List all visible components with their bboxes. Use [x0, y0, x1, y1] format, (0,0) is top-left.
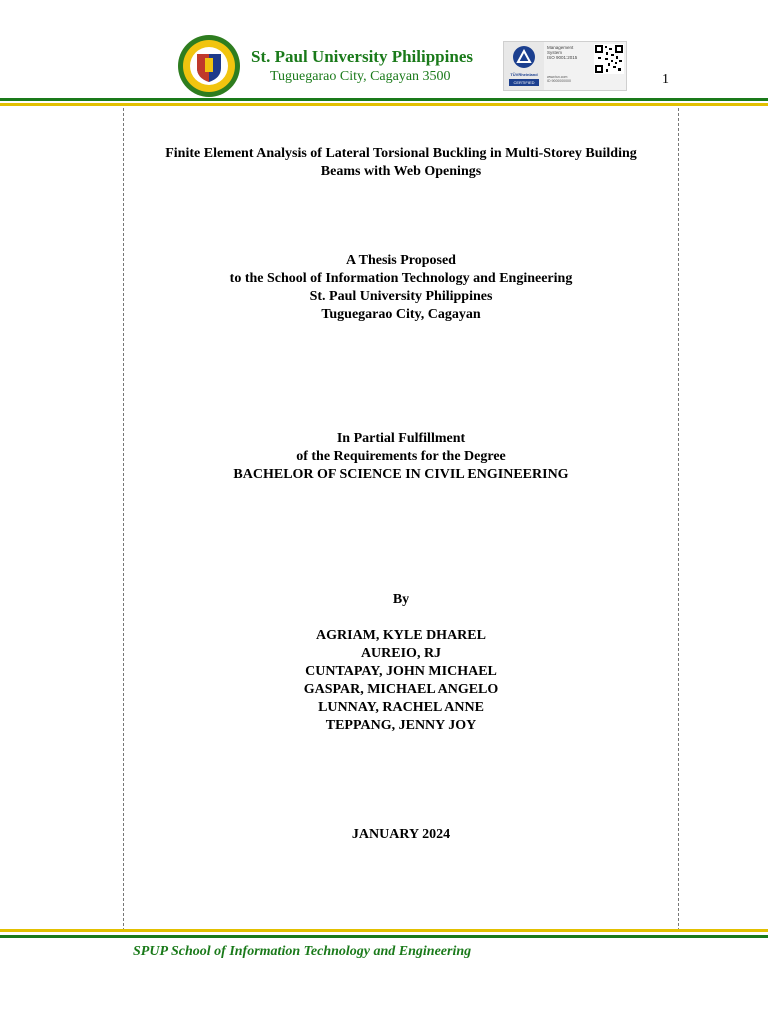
footer-rule-green: [0, 935, 768, 938]
tuv-certified-label: CERTIFIED: [509, 79, 539, 86]
title-line: Finite Element Analysis of Lateral Torsional Buckling in Multi-Storey Building: [165, 146, 637, 161]
qr-code-icon: [594, 44, 624, 74]
proposal-line: A Thesis Proposed: [346, 253, 456, 268]
header-rule-green: [0, 98, 768, 101]
certification-id: www.tuv.com ID 9000000000: [547, 75, 571, 83]
university-name: St. Paul University Philippines: [251, 47, 473, 66]
author-name: LUNNAY, RACHEL ANNE: [318, 700, 484, 715]
submission-date: JANUARY 2024: [351, 827, 451, 842]
right-margin-line: [678, 108, 679, 931]
tuv-issuer: TÜVRheinland: [510, 72, 538, 77]
left-margin-line: [123, 108, 124, 931]
fulfillment-block: [124, 430, 678, 484]
by-label: By: [392, 592, 410, 607]
author-name: AUREIO, RJ: [360, 646, 442, 661]
university-location: Tuguegarao City, Cagayan 3500: [270, 69, 451, 84]
fulfillment-line: In Partial Fulfillment: [336, 431, 466, 446]
header-rule-yellow: [0, 103, 768, 106]
proposal-line: to the School of Information Technology and Engineering: [229, 271, 573, 286]
footer-school: SPUP School of Information Technology and Engineering: [133, 944, 472, 959]
proposal-block: [124, 252, 678, 324]
author-name: AGRIAM, KYLE DHAREL: [316, 628, 486, 643]
title-line: Beams with Web Openings: [320, 164, 482, 179]
degree-name: BACHELOR OF SCIENCE IN CIVIL ENGINEERING: [233, 467, 569, 482]
proposal-line: Tuguegarao City, Cagayan: [321, 307, 481, 322]
fulfillment-line: of the Requirements for the Degree: [296, 449, 506, 464]
tuv-logo: [504, 42, 544, 90]
certification-lines: Management System ISO 9001:2015: [547, 45, 578, 60]
author-name: CUNTAPAY, JOHN MICHAEL: [305, 664, 497, 679]
iso-certification-badge: [503, 41, 627, 91]
proposal-line: St. Paul University Philippines: [309, 289, 493, 304]
university-seal-logo: [176, 34, 242, 98]
thesis-title: [124, 145, 678, 181]
footer-rule-yellow: [0, 929, 768, 932]
page-number: 1: [662, 72, 669, 87]
author-name: GASPAR, MICHAEL ANGELO: [303, 682, 499, 697]
author-list: [124, 627, 678, 735]
author-name: TEPPANG, JENNY JOY: [325, 718, 477, 733]
